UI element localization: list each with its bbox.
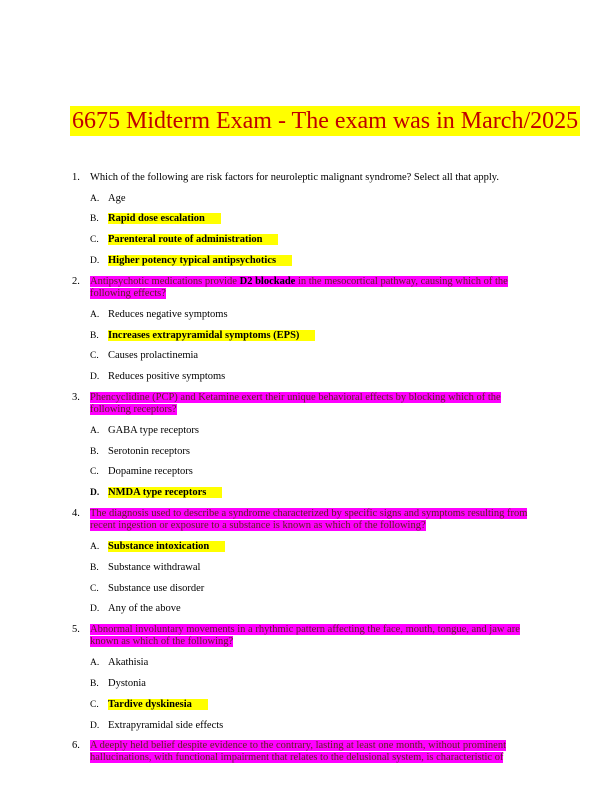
option-c bbox=[90, 583, 204, 595]
option-a bbox=[90, 193, 126, 205]
question-text-after: in the mesocortical pathway, causing which of the following effects? bbox=[90, 276, 508, 299]
question-text-before: Antipsychotic medications provide bbox=[90, 276, 240, 287]
option-text: Substance use disorder bbox=[108, 583, 205, 594]
option-a bbox=[90, 541, 225, 553]
option-b bbox=[90, 446, 190, 458]
option-letter: C. bbox=[90, 351, 99, 361]
option-letter: C. bbox=[90, 235, 99, 245]
option-letter: C. bbox=[90, 584, 99, 594]
option-d bbox=[90, 603, 181, 615]
option-letter: B. bbox=[90, 447, 99, 457]
option-text: Reduces negative symptoms bbox=[108, 309, 228, 320]
option-text: GABA type receptors bbox=[108, 425, 199, 436]
option-b bbox=[90, 562, 200, 574]
option-text: Dopamine receptors bbox=[108, 466, 193, 477]
option-text: Substance withdrawal bbox=[108, 562, 201, 573]
option-a bbox=[90, 425, 199, 437]
option-text: Causes prolactinemia bbox=[108, 350, 199, 361]
option-text: Reduces positive symptoms bbox=[108, 371, 226, 382]
question-text bbox=[90, 740, 530, 763]
option-b bbox=[90, 678, 146, 690]
option-text: Substance intoxication bbox=[108, 541, 225, 552]
question-text bbox=[90, 172, 550, 184]
option-letter: B. bbox=[90, 679, 99, 689]
question-text-content: A deeply held belief despite evidence to the contrary, lasting at least one month, without prominent hallucinations, with functional impairment that relates to the delusional system, is characteristic of bbox=[90, 740, 506, 763]
option-letter: B. bbox=[90, 563, 99, 573]
option-text: Increases extrapyramidal symptoms (EPS) bbox=[108, 330, 315, 341]
question-number: 4. bbox=[72, 508, 80, 519]
question-number: 1. bbox=[72, 172, 80, 183]
question-text-content: Phencyclidine (PCP) and Ketamine exert their unique behavioral effects by blocking which of the following receptors? bbox=[90, 392, 501, 415]
option-d bbox=[90, 720, 223, 732]
option-text: Rapid dose escalation bbox=[108, 213, 221, 224]
option-letter: A. bbox=[90, 194, 100, 204]
option-c bbox=[90, 699, 208, 711]
option-text: Any of the above bbox=[108, 603, 181, 614]
question-text-content: Which of the following are risk factors for neuroleptic malignant syndrome? Select all that apply. bbox=[90, 172, 499, 183]
question-number: 3. bbox=[72, 392, 80, 403]
option-a bbox=[90, 657, 148, 669]
option-letter: B. bbox=[90, 331, 99, 341]
option-letter: D. bbox=[90, 721, 100, 731]
option-d bbox=[90, 371, 225, 383]
option-letter: D. bbox=[90, 488, 100, 498]
question-number: 6. bbox=[72, 740, 80, 751]
option-text: Higher potency typical antipsychotics bbox=[108, 255, 292, 266]
question-number: 5. bbox=[72, 624, 80, 635]
option-letter: B. bbox=[90, 214, 99, 224]
question-text-content: The diagnosis used to describe a syndrome characterized by specific signs and symptoms resulting from recent ingestion or exposure to a substance is known as which of the following? bbox=[90, 508, 528, 531]
option-letter: D. bbox=[90, 372, 100, 382]
option-letter: A. bbox=[90, 426, 100, 436]
option-letter: A. bbox=[90, 542, 100, 552]
option-text: Akathisia bbox=[108, 657, 149, 668]
option-text: Extrapyramidal side effects bbox=[108, 720, 224, 731]
option-c bbox=[90, 350, 198, 362]
option-c bbox=[90, 466, 193, 478]
option-letter: D. bbox=[90, 256, 100, 266]
option-text: Dystonia bbox=[108, 678, 146, 689]
option-a bbox=[90, 309, 228, 321]
option-letter: D. bbox=[90, 604, 100, 614]
option-text: Parenteral route of administration bbox=[108, 234, 278, 245]
question-text-bold: D2 blockade bbox=[239, 276, 296, 287]
option-b bbox=[90, 213, 221, 225]
question-text bbox=[90, 392, 530, 415]
option-text: Age bbox=[108, 193, 126, 204]
option-text: Serotonin receptors bbox=[108, 446, 190, 457]
option-letter: C. bbox=[90, 700, 99, 710]
question-number: 2. bbox=[72, 276, 80, 287]
option-letter: C. bbox=[90, 467, 99, 477]
option-text: NMDA type receptors bbox=[108, 487, 222, 498]
option-d bbox=[90, 487, 222, 499]
question-text-content: Abnormal involuntary movements in a rhythmic pattern affecting the face, mouth, tongue, and jaw are known as which of the following? bbox=[90, 624, 520, 647]
question-text bbox=[90, 624, 542, 647]
exam-title: 6675 Midterm Exam - The exam was in March/2025 bbox=[72, 108, 579, 134]
option-d bbox=[90, 255, 292, 267]
question-text bbox=[90, 508, 548, 531]
question-text bbox=[90, 276, 530, 299]
option-letter: A. bbox=[90, 658, 100, 668]
option-c bbox=[90, 234, 278, 246]
option-text: Tardive dyskinesia bbox=[108, 699, 208, 710]
option-letter: A. bbox=[90, 310, 100, 320]
option-b bbox=[90, 330, 315, 342]
